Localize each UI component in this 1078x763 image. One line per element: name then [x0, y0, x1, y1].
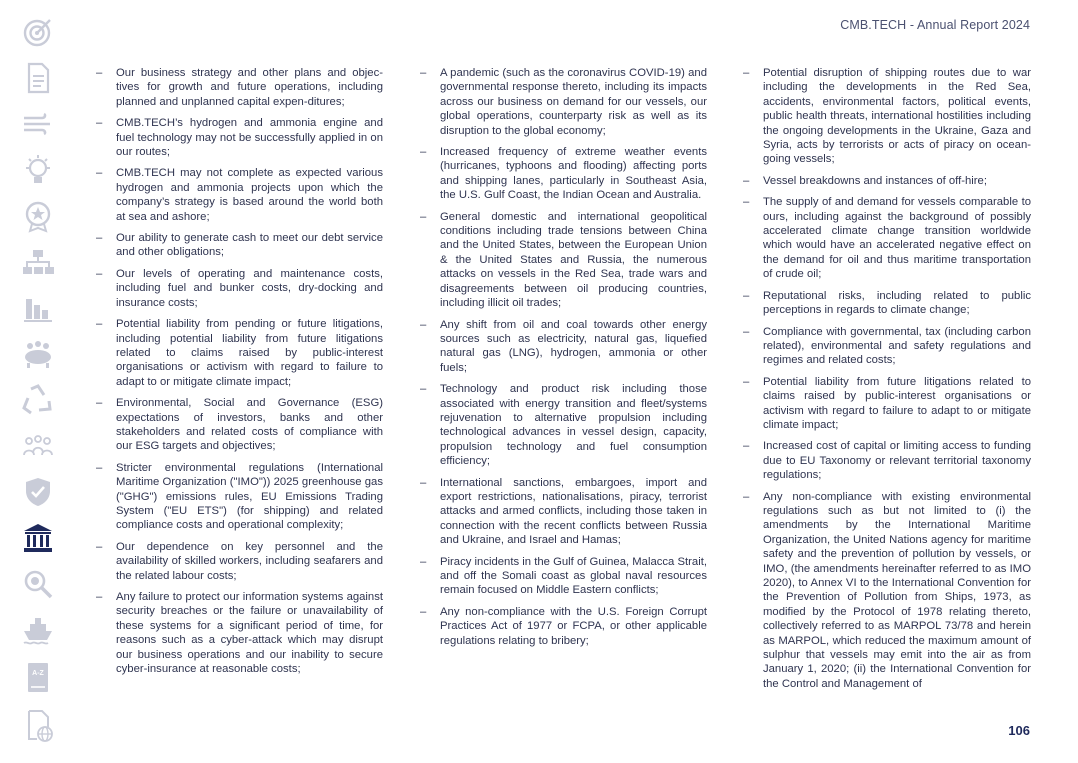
- list-item: [743, 439, 1031, 482]
- people-table-icon[interactable]: [16, 334, 60, 374]
- list-item-text: Increased cost of capital or limiting access to funding due to EU Taxonomy or relevant territorial taxonomy regulations;: [763, 440, 1031, 482]
- list-item: [743, 289, 1031, 318]
- bullet-dash: –: [420, 67, 427, 79]
- list-item: [420, 476, 707, 548]
- bullet-dash: –: [96, 232, 103, 245]
- bullet-dash: –: [743, 440, 750, 453]
- dictionary-icon[interactable]: [16, 658, 60, 698]
- list-item-text: Our ability to generate cash to meet our debt service and other obligations;: [116, 232, 383, 259]
- bullet-dash: –: [743, 490, 750, 503]
- bullet-dash: –: [420, 210, 427, 223]
- recycle-icon[interactable]: [16, 380, 60, 420]
- list-item: [420, 382, 707, 468]
- list-item: [743, 174, 1031, 188]
- list-item-text: Compliance with governmental, tax (including carbon related), environmental and safety regulations and regimes and related costs;: [763, 325, 1031, 367]
- bullet-dash: –: [420, 383, 427, 396]
- list-item-text: Any non-compliance with the U.S. Foreign Corrupt Practices Act of 1977 or FCPA, or other applicable regulations relating to bribery;: [440, 605, 707, 647]
- list-item-text: Increased frequency of extreme weather events (hurricanes, typhoons and flooding) affecting ports and shipping lanes, particularly in Southeast Asia, the U.S. Gulf Coast, the Indian Ocean and Australia.: [440, 146, 707, 202]
- bullet-dash: –: [743, 325, 750, 338]
- bullet-dash: –: [743, 196, 750, 209]
- svg-text:A-Z: A-Z: [32, 670, 44, 677]
- list-item: [420, 555, 707, 598]
- bullet-dash: –: [420, 146, 427, 159]
- risk-column-2: [420, 66, 707, 655]
- list-item-text: Potential disruption of shipping routes due to war including the developments in the Red Sea, accidents, environmental factors, political events, public health threats, international hostilities including the ongoing developments in the Ukraine, Gaza and Syria, acts by terrorists or acts of piracy on ocean-going vessels;: [763, 67, 1031, 166]
- bullet-dash: –: [420, 318, 427, 331]
- document-icon[interactable]: [16, 58, 60, 98]
- list-item: [743, 490, 1031, 692]
- target-icon[interactable]: [16, 12, 60, 52]
- group-icon[interactable]: [16, 426, 60, 466]
- bullet-dash: –: [96, 67, 103, 79]
- list-item-text: Our dependence on key personnel and the availability of skilled workers, including seafarers and the related labour costs;: [116, 540, 383, 582]
- wind-icon[interactable]: [16, 104, 60, 144]
- list-item: [743, 66, 1031, 167]
- bullet-dash: –: [743, 174, 750, 187]
- list-item-text: Any failure to protect our information systems against security breaches or the failure or unavailability of these systems for a significant period of time, for reasons such as a cyber-attack which may disrupt our business operations and our inability to secure cyber-insurance at reasonable costs;: [116, 591, 383, 676]
- bullet-dash: –: [743, 375, 750, 388]
- list-item-text: Potential liability from future litigations related to claims raised by public-interest organisations or activism with regard to failure to adapt to or mitigate climate impact;: [763, 375, 1031, 431]
- bullet-dash: –: [420, 605, 427, 618]
- list-item-text: Vessel breakdowns and instances of off-hire;: [763, 174, 987, 187]
- list-item-text: Any non-compliance with existing environmental regulations such as but not limited to (i) the amendments by the International Maritime Organization, the United Nations agency for maritime safety and the prevention of pollution by vessels, or IMO, (the amendments hereinafter referred to as IMO 2020), to Annex VI to the International Convention for the Prevention of Pollution from Ships, 1973, as modified by the Protocol of 1978 relating thereto, collectively referred to as MARPOL 73/78 and herein as MARPOL, which reduced the maximum amount of sulphur that vessels may emit into the air as from January 1, 2020; (ii) the International Convention for the Control and Management of: [763, 490, 1031, 690]
- list-item: [96, 267, 383, 310]
- list-item-text: Reputational risks, including related to public perceptions in regards to climate change;: [763, 289, 1031, 317]
- bullet-dash: –: [420, 476, 427, 489]
- bullet-dash: –: [96, 318, 103, 331]
- report-title: CMB.TECH - Annual Report 2024: [840, 18, 1030, 32]
- list-item: [420, 605, 707, 648]
- list-item: [420, 66, 707, 138]
- list-item: [96, 317, 383, 389]
- web-document-icon[interactable]: [16, 706, 60, 746]
- lightbulb-icon[interactable]: [16, 150, 60, 190]
- list-item-text: International sanctions, embargoes, import and export restrictions, nationalisations, piracy, terrorist attacks and armed conflicts, including those taken in connection with the recent conflicts between Russia and Ukraine, and Israel and Hamas;: [440, 476, 707, 547]
- list-item-text: Any shift from oil and coal towards other energy sources such as electricity, natural gas, liquefied natural gas (LNG), hydrogen, ammonia or other fuels;: [440, 318, 707, 374]
- bullet-dash: –: [96, 540, 103, 553]
- list-item-text: A pandemic (such as the coronavirus COVID-19) and governmental response thereto, including its impacts across our business on demand for our vessels, our global operations, counterparty risk as well as its disruption to the global economy;: [440, 67, 707, 137]
- org-chart-icon[interactable]: [16, 242, 60, 282]
- list-item-text: Piracy incidents in the Gulf of Guinea, Malacca Strait, and off the Somali coast as global naval resources remain focused on Middle Eastern conflicts;: [440, 555, 707, 597]
- risk-column-3: [743, 66, 1031, 698]
- shield-check-icon[interactable]: [16, 472, 60, 512]
- list-item: [420, 145, 707, 203]
- list-item: [743, 375, 1031, 433]
- list-item: [96, 396, 383, 454]
- list-item: [96, 461, 383, 533]
- bullet-dash: –: [96, 461, 103, 474]
- list-item: [420, 318, 707, 376]
- list-item: [96, 66, 383, 109]
- bullet-dash: –: [420, 555, 427, 568]
- list-item: [96, 590, 383, 676]
- bullet-dash: –: [96, 591, 103, 603]
- bullet-dash: –: [96, 117, 103, 130]
- list-item-text: General domestic and international geopolitical conditions including trade tensions between China and the United States, between the European Union & the United States and Russia, the numerous attacks on vessels in the Red Sea, trade wars and disagreements between oil producing countries, including illicit oil trades;: [440, 210, 707, 310]
- list-item: [743, 195, 1031, 281]
- page-number: 106: [1008, 723, 1030, 738]
- list-item-text: Potential liability from pending or future litigations, including potential liability from future litigations related to claims raised by public-interest organisations or activism with regard to failure to adapt to or mitigate climate impact;: [116, 318, 383, 388]
- list-item: [743, 325, 1031, 368]
- bank-icon[interactable]: [16, 518, 60, 558]
- list-item-text: The supply of and demand for vessels comparable to ours, including against the background of possibly accelerated climate change transition worldwide which would have an accelerated negative effect on the demand for oil and thus maritime transportation of crude oil;: [763, 196, 1031, 281]
- list-item-text: Environmental, Social and Governance (ESG) expectations of investors, banks and other stakeholders and related costs of compliance with our ESG targets and objectives;: [116, 397, 383, 453]
- list-item-text: CMB.TECH’s hydrogen and ammonia engine and fuel technology may not be successfully applied in on our routes;: [116, 117, 383, 159]
- list-item: [420, 210, 707, 311]
- list-item-text: Technology and product risk including those associated with energy transition and fleet/systems rejuvenation to alternative propulsion including technological advances in vessel design, capacity, propulsion technology and fuel consumption efficiency;: [440, 383, 707, 468]
- list-item: [96, 116, 383, 159]
- list-item-text: Stricter environmental regulations (International Maritime Organization ("IMO")) 2025 greenhouse gas ("GHG") emissions rules, EU Emissions Trading System ("EU ETS") (for shipping) and related compliance costs and operational complexity;: [116, 461, 383, 532]
- list-item: [96, 166, 383, 224]
- bullet-dash: –: [96, 397, 103, 410]
- bullet-dash: –: [743, 67, 750, 79]
- award-icon[interactable]: [16, 196, 60, 236]
- bullet-dash: –: [96, 167, 103, 180]
- bullet-dash: –: [96, 267, 103, 280]
- bullet-dash: –: [743, 289, 750, 302]
- list-item: [96, 231, 383, 260]
- list-item: [96, 540, 383, 583]
- risk-column-1: [96, 66, 383, 683]
- list-item-text: CMB.TECH may not complete as expected various hydrogen and ammonia projects upon which the company’s strategy is based around the world both at sea and ashore;: [116, 167, 383, 223]
- ship-icon[interactable]: [16, 610, 60, 650]
- list-item-text: Our business strategy and other plans and objec-tives for growth and future operations, including planned and unplanned capital expen-ditures;: [116, 67, 383, 108]
- search-icon[interactable]: [16, 564, 60, 604]
- bar-chart-icon[interactable]: [16, 288, 60, 328]
- list-item-text: Our levels of operating and maintenance costs, including fuel and bunker costs, dry-docking and insurance costs;: [116, 267, 383, 309]
